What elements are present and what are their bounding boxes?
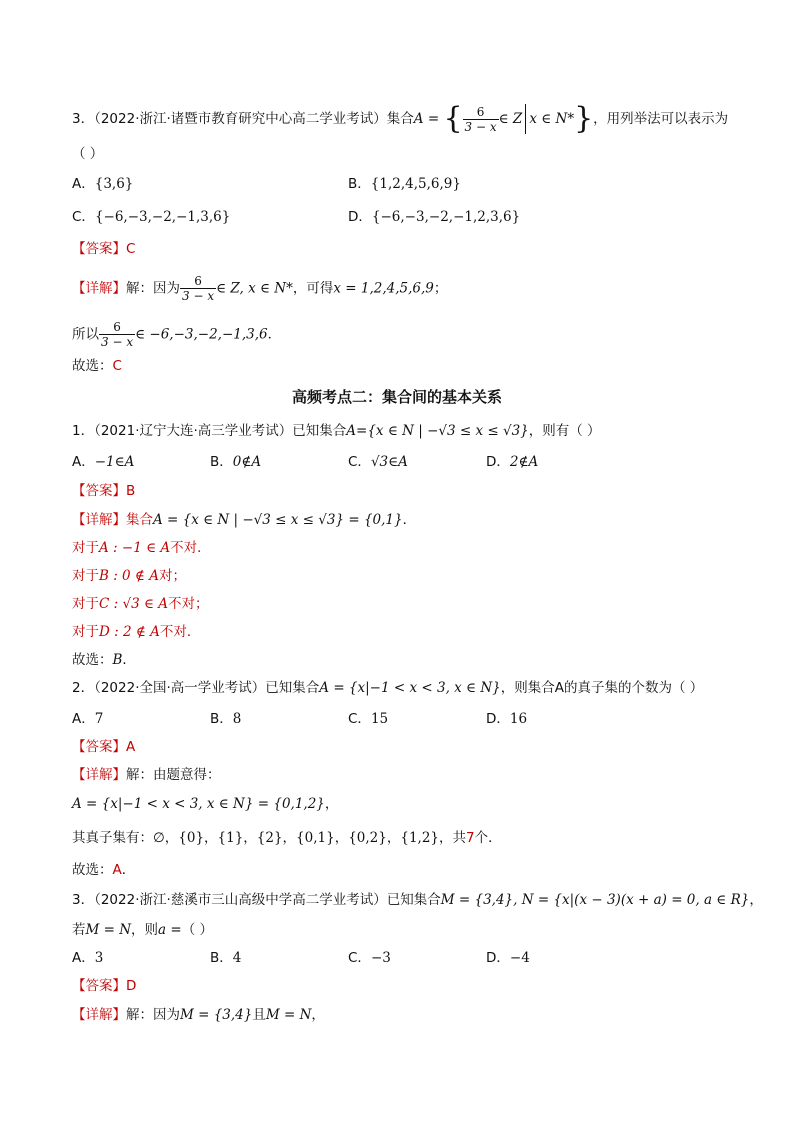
option-b[interactable]: B．{1,2,4,5,6,9} xyxy=(348,176,461,192)
option-d[interactable]: D．{−6,−3,−2,−1,2,3,6} xyxy=(348,209,521,225)
option-d[interactable]: D．−4 xyxy=(486,950,530,966)
question-3a-paren: （ ） xyxy=(72,146,104,162)
option-b[interactable]: B．0∉A xyxy=(210,454,262,470)
option-b[interactable]: B．8 xyxy=(210,711,242,727)
choose-line: 故选：A． xyxy=(72,862,136,878)
set-cond: x ∈ N* xyxy=(529,111,575,127)
question-number: 3． xyxy=(72,111,95,127)
answer-line: 【答案】D xyxy=(72,978,137,994)
question-2-stem: 2．（2022·全国·高一学业考试）已知集合A = {x|−1 < x < 3, x ∈ N}，则集合A的真子集的个数为（ ） xyxy=(72,680,704,696)
option-c[interactable]: C．{−6,−3,−2,−1,3,6} xyxy=(72,209,231,225)
option-d[interactable]: D．16 xyxy=(486,711,528,727)
choose-line: 故选：B． xyxy=(72,652,136,668)
set-lhs: A = xyxy=(413,111,440,127)
detail-line: 【详解】解：由题意得： xyxy=(72,767,221,783)
question-3a-stem xyxy=(72,101,729,136)
detail-case-b: 对于B : 0 ∉ A对； xyxy=(72,568,186,584)
detail-line: 【详解】集合A = {x ∈ N | −√3 ≤ x ≤ √3} = {0,1}． xyxy=(72,512,417,528)
set-mid: ∈ Z xyxy=(498,111,523,127)
detail-case-d: 对于D : 2 ∉ A不对． xyxy=(72,624,201,640)
option-a[interactable]: A．{3,6} xyxy=(72,176,134,192)
question-1-stem: 1．（2021·辽宁大连·高三学业考试）已知集合A={x ∈ N | −√3 ≤ x ≤ √3}，则有（ ） xyxy=(72,423,601,439)
answer-line: 【答案】A xyxy=(72,739,136,755)
option-c[interactable]: C．√3∈A xyxy=(348,454,408,470)
brace-left: { xyxy=(443,101,463,136)
question-3b-line2: 若M = N，则a =（ ） xyxy=(72,922,213,938)
question-source: （2022·浙江·诸暨市教育研究中心高二学业考试）集合 xyxy=(94,111,414,127)
option-c[interactable]: C．15 xyxy=(348,711,389,727)
option-a[interactable]: A．3 xyxy=(72,950,104,966)
detail-line-1: 【详解】解：因为 $\frac{6}{3 - x}$ ∈ Z, x ∈ N*，可得x = 1,2,4,5,6,9； xyxy=(72,274,448,303)
subsets-line: 其真子集有：∅，{0}，{1}，{2}，{0,1}，{0,2}，{1,2}，共7个． xyxy=(72,830,502,846)
detail-case-c: 对于C : √3 ∈ A不对； xyxy=(72,596,209,612)
option-b[interactable]: B．4 xyxy=(210,950,242,966)
detail-line: 【详解】解：因为M = {3,4}且M = N， xyxy=(72,1007,325,1023)
question-tail: ，用列举法可以表示为 xyxy=(593,111,729,127)
detail-case-a: 对于A : −1 ∈ A不对． xyxy=(72,540,211,556)
choose-line: 故选：C xyxy=(72,358,122,374)
section-title: 高频考点二：集合间的基本关系 xyxy=(291,388,502,406)
question-3b-stem: 3．（2022·浙江·慈溪市三山高级中学高二学业考试）已知集合M = {3,4}, N = {x|(x − 3)(x + a) = 0, a ∈ R}， xyxy=(72,892,763,908)
option-a[interactable]: A．7 xyxy=(72,711,104,727)
answer-line: 【答案】C xyxy=(72,241,136,257)
set-bar xyxy=(525,104,526,134)
detail-set-line: A = {x|−1 < x < 3, x ∈ N} = {0,1,2}， xyxy=(72,796,339,812)
option-d[interactable]: D．2∉A xyxy=(486,454,539,470)
fraction: $\frac{6}{3 - x}$ xyxy=(464,104,497,134)
option-a[interactable]: A．−1∈A xyxy=(72,454,135,470)
answer-line: 【答案】B xyxy=(72,483,136,499)
brace-right: } xyxy=(574,101,594,136)
detail-line-2: 所以 $\frac{6}{3 - x}$ ∈ −6,−3,−2,−1,3,6． xyxy=(72,320,282,349)
option-c[interactable]: C．−3 xyxy=(348,950,391,966)
